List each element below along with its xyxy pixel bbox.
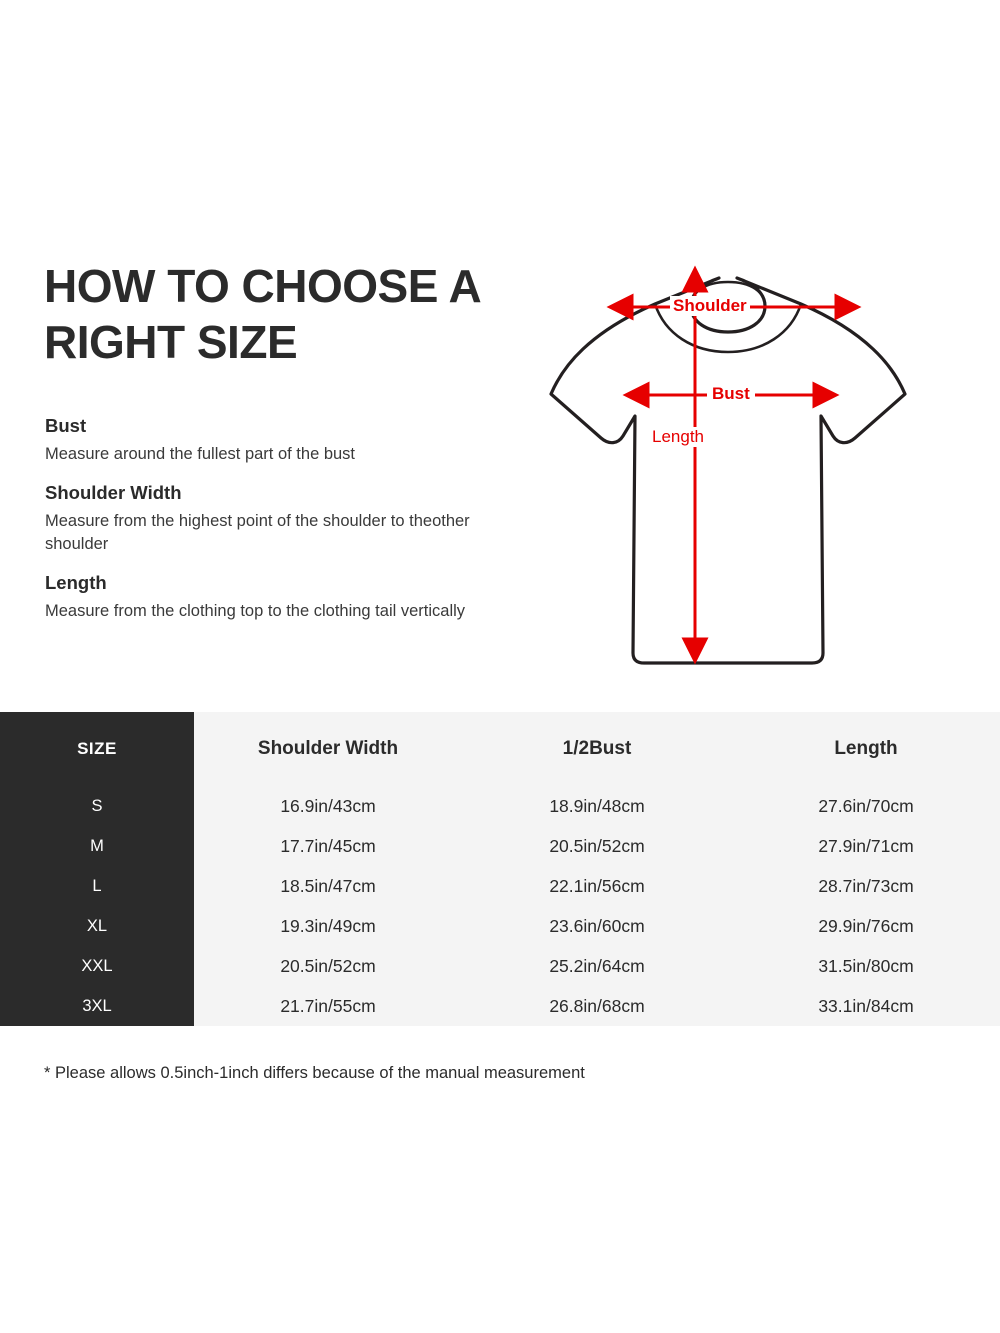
size-chart-table: [0, 712, 1000, 1026]
definition-term: Bust: [45, 415, 87, 436]
table-row: [0, 946, 1000, 986]
table-row: [0, 906, 1000, 946]
column-header-shoulder-width: Shoulder Width: [194, 712, 462, 786]
cell-half-bust: 22.1in/56cm: [462, 866, 732, 906]
table-row: [0, 826, 1000, 866]
column-header-size: SIZE: [0, 712, 194, 786]
tshirt-outline: [551, 278, 905, 663]
column-header-half-bust: 1/2Bust: [462, 712, 732, 786]
cell-shoulder-width: 16.9in/43cm: [194, 786, 462, 826]
length-label: Length: [648, 427, 708, 447]
definition-bust: [45, 415, 525, 465]
cell-half-bust: 18.9in/48cm: [462, 786, 732, 826]
measurement-definitions: [45, 415, 525, 639]
cell-size: M: [0, 826, 194, 866]
definition-term: Shoulder Width: [45, 482, 182, 504]
cell-size: XXL: [0, 946, 194, 986]
table-row: [0, 786, 1000, 826]
definition-term: Length: [45, 571, 107, 593]
definition-description: Measure from the highest point of the shoulder to theother shoulder: [45, 512, 470, 553]
bust-label: Bust: [707, 384, 755, 404]
cell-half-bust: 23.6in/60cm: [462, 906, 732, 946]
cell-length: 27.6in/70cm: [732, 786, 1000, 826]
cell-size: S: [0, 786, 194, 826]
footnote: * Please allows 0.5inch-1inch differs because of the manual measurement: [44, 1064, 585, 1082]
cell-length: 31.5in/80cm: [732, 946, 1000, 986]
cell-half-bust: 26.8in/68cm: [462, 986, 732, 1026]
cell-length: 29.9in/76cm: [732, 906, 1000, 946]
cell-length: 27.9in/71cm: [732, 826, 1000, 866]
cell-shoulder-width: 17.7in/45cm: [194, 826, 462, 866]
definition-description: Measure around the fullest part of the bust: [45, 445, 356, 463]
cell-length: 33.1in/84cm: [732, 986, 1000, 1026]
cell-size: 3XL: [0, 986, 194, 1026]
cell-half-bust: 25.2in/64cm: [462, 946, 732, 986]
page-title: HOW TO CHOOSE A RIGHT SIZE: [44, 260, 480, 369]
definition-shoulder-width: [45, 482, 525, 555]
size-table-area: [0, 712, 1000, 1032]
table-header-row: [0, 712, 1000, 786]
cell-shoulder-width: 18.5in/47cm: [194, 866, 462, 906]
definition-description: Measure from the clothing top to the clothing tail vertically: [45, 601, 466, 620]
cell-length: 28.7in/73cm: [732, 866, 1000, 906]
cell-shoulder-width: 20.5in/52cm: [194, 946, 462, 986]
cell-size: L: [0, 866, 194, 906]
table-row: [0, 986, 1000, 1026]
cell-half-bust: 20.5in/52cm: [462, 826, 732, 866]
cell-shoulder-width: 19.3in/49cm: [194, 906, 462, 946]
table-row: [0, 866, 1000, 906]
shoulder-label: Shoulder: [670, 296, 750, 316]
cell-shoulder-width: 21.7in/55cm: [194, 986, 462, 1026]
cell-size: XL: [0, 906, 194, 946]
definition-length: [45, 572, 525, 622]
column-header-length: Length: [732, 712, 1000, 786]
tshirt-diagram: [505, 248, 975, 688]
